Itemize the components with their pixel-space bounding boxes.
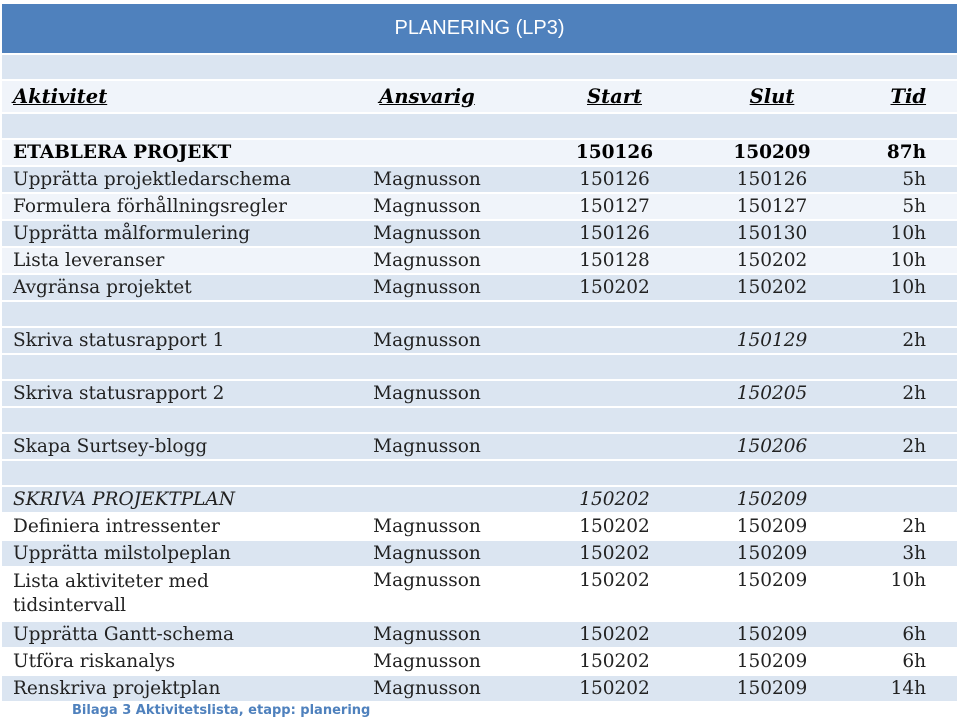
cell-time: 14h bbox=[847, 676, 957, 701]
cell-responsible: Magnusson bbox=[322, 541, 532, 566]
cell-end: 150209 bbox=[697, 568, 847, 620]
cell-time: 5h bbox=[847, 167, 957, 192]
cell-start bbox=[532, 434, 697, 459]
cell-activity: Definiera intressenter bbox=[2, 514, 322, 539]
cell-start: 150202 bbox=[532, 487, 697, 512]
cell-responsible: Magnusson bbox=[322, 514, 532, 539]
table-row bbox=[2, 568, 957, 620]
cell-end: 150205 bbox=[697, 381, 847, 406]
table-row bbox=[2, 514, 957, 539]
cell-responsible: Magnusson bbox=[322, 221, 532, 246]
cell-start: 150126 bbox=[532, 167, 697, 192]
spacer-row bbox=[2, 461, 957, 485]
cell-time: 10h bbox=[847, 275, 957, 300]
cell-activity: Upprätta milstolpeplan bbox=[2, 541, 322, 566]
cell-start: 150202 bbox=[532, 514, 697, 539]
cell-responsible: Magnusson bbox=[322, 649, 532, 674]
spacer-row bbox=[2, 355, 957, 379]
cell-activity: Lista aktiviteter med tidsintervall bbox=[2, 568, 322, 620]
cell-responsible: Magnusson bbox=[322, 194, 532, 219]
cell-activity: Skriva statusrapport 1 bbox=[2, 328, 322, 353]
activity-sheet bbox=[2, 2, 957, 703]
cell-end: 150126 bbox=[697, 167, 847, 192]
cell-end: 150129 bbox=[697, 328, 847, 353]
cell-time: 10h bbox=[847, 568, 957, 620]
cell-time: 2h bbox=[847, 514, 957, 539]
cell-end: 150209 bbox=[697, 140, 847, 165]
cell-time: 6h bbox=[847, 622, 957, 647]
cell-responsible: Magnusson bbox=[322, 248, 532, 273]
cell-responsible bbox=[322, 487, 532, 512]
cell-end: 150127 bbox=[697, 194, 847, 219]
cell-responsible: Magnusson bbox=[322, 328, 532, 353]
cell-start: 150202 bbox=[532, 275, 697, 300]
page-title: PLANERING (LP3) bbox=[2, 4, 957, 53]
cell-start: 150202 bbox=[532, 622, 697, 647]
table-row bbox=[2, 381, 957, 406]
cell-start: 150128 bbox=[532, 248, 697, 273]
cell-responsible bbox=[322, 140, 532, 165]
header-start: Start bbox=[532, 81, 697, 112]
cell-responsible: Magnusson bbox=[322, 568, 532, 620]
cell-activity: Utföra riskanalys bbox=[2, 649, 322, 674]
cell-activity: SKRIVA PROJEKTPLAN bbox=[2, 487, 322, 512]
cell-activity: Upprätta projektledarschema bbox=[2, 167, 322, 192]
cell-end: 150130 bbox=[697, 221, 847, 246]
table-row bbox=[2, 676, 957, 701]
cell-end: 150206 bbox=[697, 434, 847, 459]
table-row bbox=[2, 487, 957, 512]
cell-time: 2h bbox=[847, 381, 957, 406]
cell-start bbox=[532, 381, 697, 406]
cell-start: 150127 bbox=[532, 194, 697, 219]
cell-start: 150202 bbox=[532, 568, 697, 620]
cell-end: 150209 bbox=[697, 487, 847, 512]
cell-time: 10h bbox=[847, 221, 957, 246]
spacer-row bbox=[2, 114, 957, 138]
table-row bbox=[2, 167, 957, 192]
cell-activity: ETABLERA PROJEKT bbox=[2, 140, 322, 165]
cell-start: 150126 bbox=[532, 140, 697, 165]
planning-table bbox=[2, 2, 957, 703]
header-time: Tid bbox=[847, 81, 957, 112]
table-row bbox=[2, 221, 957, 246]
cell-activity: Formulera förhållningsregler bbox=[2, 194, 322, 219]
cell-responsible: Magnusson bbox=[322, 381, 532, 406]
cell-responsible: Magnusson bbox=[322, 275, 532, 300]
cell-activity: Lista leveranser bbox=[2, 248, 322, 273]
cell-responsible: Magnusson bbox=[322, 434, 532, 459]
cell-start: 150202 bbox=[532, 649, 697, 674]
cell-activity: Skapa Surtsey-blogg bbox=[2, 434, 322, 459]
cell-time: 87h bbox=[847, 140, 957, 165]
table-row bbox=[2, 541, 957, 566]
cell-start: 150202 bbox=[532, 541, 697, 566]
spacer-row bbox=[2, 55, 957, 79]
cell-start bbox=[532, 328, 697, 353]
cell-time: 3h bbox=[847, 541, 957, 566]
header-responsible: Ansvarig bbox=[322, 81, 532, 112]
cell-responsible: Magnusson bbox=[322, 622, 532, 647]
table-row bbox=[2, 248, 957, 273]
cell-end: 150209 bbox=[697, 622, 847, 647]
cell-time bbox=[847, 487, 957, 512]
cell-time: 2h bbox=[847, 328, 957, 353]
cell-start: 150202 bbox=[532, 676, 697, 701]
cell-start: 150126 bbox=[532, 221, 697, 246]
header-row bbox=[2, 81, 957, 112]
cell-activity: Skriva statusrapport 2 bbox=[2, 381, 322, 406]
table-row bbox=[2, 194, 957, 219]
cell-time: 2h bbox=[847, 434, 957, 459]
cell-time: 5h bbox=[847, 194, 957, 219]
header-end: Slut bbox=[697, 81, 847, 112]
cell-responsible: Magnusson bbox=[322, 167, 532, 192]
table-row bbox=[2, 622, 957, 647]
footer-caption: Bilaga 3 Aktivitetslista, etapp: planering bbox=[72, 703, 371, 718]
cell-end: 150209 bbox=[697, 676, 847, 701]
cell-activity: Avgränsa projektet bbox=[2, 275, 322, 300]
cell-end: 150202 bbox=[697, 275, 847, 300]
cell-time: 10h bbox=[847, 248, 957, 273]
cell-end: 150209 bbox=[697, 649, 847, 674]
cell-end: 150209 bbox=[697, 514, 847, 539]
cell-end: 150202 bbox=[697, 248, 847, 273]
cell-time: 6h bbox=[847, 649, 957, 674]
cell-activity: Renskriva projektplan bbox=[2, 676, 322, 701]
table-row bbox=[2, 434, 957, 459]
cell-activity: Upprätta Gantt-schema bbox=[2, 622, 322, 647]
table-row bbox=[2, 140, 957, 165]
table-row bbox=[2, 328, 957, 353]
spacer-row bbox=[2, 302, 957, 326]
cell-responsible: Magnusson bbox=[322, 676, 532, 701]
header-activity: Aktivitet bbox=[2, 81, 322, 112]
table-row bbox=[2, 649, 957, 674]
title-row bbox=[2, 4, 957, 53]
cell-end: 150209 bbox=[697, 541, 847, 566]
spacer-row bbox=[2, 408, 957, 432]
table-row bbox=[2, 275, 957, 300]
cell-activity: Upprätta målformulering bbox=[2, 221, 322, 246]
